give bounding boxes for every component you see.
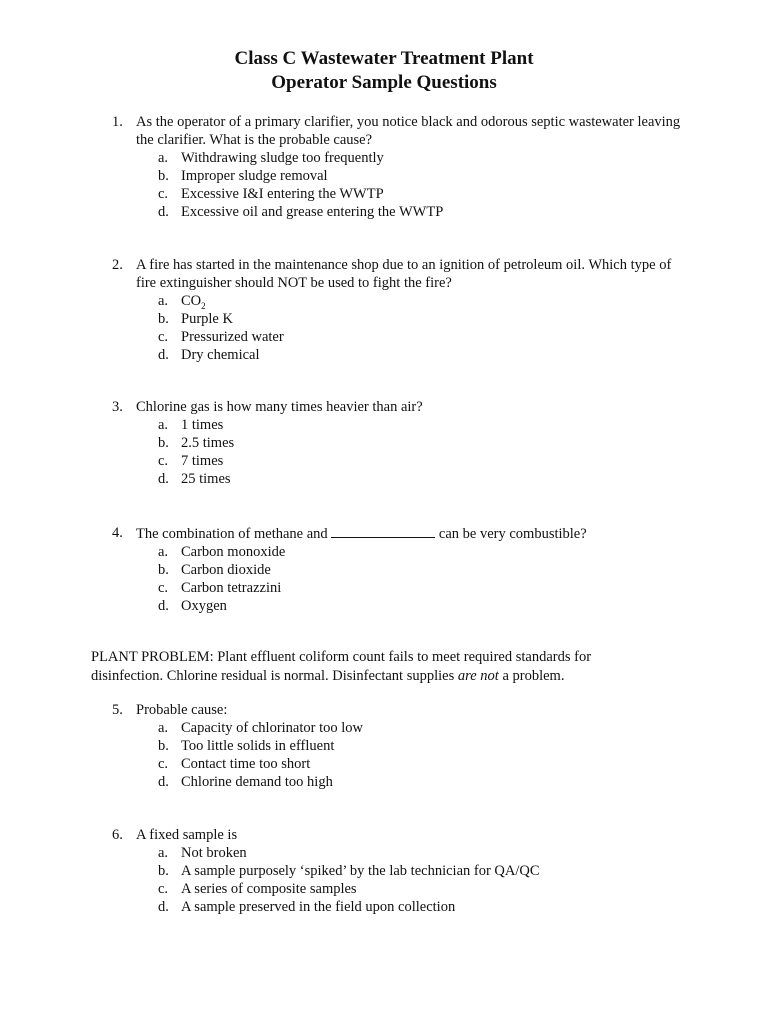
option-a <box>158 844 692 862</box>
option-text: 7 times <box>181 453 224 469</box>
answer-options <box>158 719 692 791</box>
option-text: Excessive I&I entering the WWTP <box>181 186 384 202</box>
option-b <box>158 862 692 880</box>
option-text: Pressurized water <box>181 329 284 345</box>
option-b <box>158 167 692 185</box>
option-letter: a. <box>158 150 169 166</box>
option-b <box>158 561 692 579</box>
option-a <box>158 292 692 310</box>
question-text: Probable cause: <box>136 702 228 718</box>
option-letter: d. <box>158 347 169 363</box>
option-text: Chlorine demand too high <box>181 774 333 790</box>
option-text: Contact time too short <box>181 756 311 772</box>
question-text: A fire has started in the maintenance shop due to an ignition of petroleum oil. Which type of fire extinguisher should NOT be used to fight the fire? <box>136 257 672 291</box>
option-letter: a. <box>158 720 169 736</box>
option-letter: d. <box>158 471 169 487</box>
question-text <box>136 524 692 543</box>
question-number: 3. <box>112 399 123 415</box>
question-2 <box>112 256 692 364</box>
option-letter: c. <box>158 329 169 345</box>
question-5 <box>112 701 692 791</box>
option-letter: c. <box>158 881 169 897</box>
option-text: A series of composite samples <box>181 881 357 897</box>
option-a <box>158 149 692 167</box>
plant-problem-emphasis: are not <box>457 667 499 684</box>
option-letter: b. <box>158 311 169 327</box>
option-c <box>158 328 692 346</box>
option-text: Carbon tetrazzini <box>181 580 282 596</box>
document-title-line-1: Class C Wastewater Treatment Plant <box>234 48 534 69</box>
option-text: Dry chemical <box>181 347 260 363</box>
answer-options <box>158 543 692 615</box>
option-text: 2.5 times <box>181 435 235 451</box>
question-text-before: The combination of methane and <box>136 526 328 542</box>
option-text: Carbon dioxide <box>181 562 271 578</box>
option-letter: b. <box>158 863 169 879</box>
question-number: 1. <box>112 114 123 130</box>
option-a <box>158 719 692 737</box>
question-4 <box>112 524 692 615</box>
option-letter: a. <box>158 417 169 433</box>
option-letter: d. <box>158 598 169 614</box>
question-6 <box>112 826 692 916</box>
option-text: Capacity of chlorinator too low <box>181 720 364 736</box>
option-letter: d. <box>158 204 169 220</box>
answer-options <box>158 149 692 221</box>
question-text-after: can be very combustible? <box>438 526 587 542</box>
option-c <box>158 880 692 898</box>
answer-options <box>158 416 692 488</box>
option-letter: d. <box>158 899 169 915</box>
option-letter: d. <box>158 774 169 790</box>
option-text: Purple K <box>181 311 233 327</box>
option-letter: b. <box>158 738 169 754</box>
answer-options <box>158 292 692 364</box>
option-text: 1 times <box>181 417 224 433</box>
option-c <box>158 755 692 773</box>
option-a <box>158 416 692 434</box>
document-title-line-2: Operator Sample Questions <box>271 72 497 93</box>
option-d <box>158 470 692 488</box>
option-text: 25 times <box>181 471 231 487</box>
option-text: Oxygen <box>181 598 227 614</box>
option-letter: c. <box>158 756 169 772</box>
plant-problem-tail: a problem. <box>498 667 565 684</box>
option-letter: b. <box>158 435 169 451</box>
option-text: CO <box>181 293 202 309</box>
option-d <box>158 346 692 364</box>
question-number: 5. <box>112 702 123 718</box>
option-text: A sample preserved in the field upon collection <box>181 899 456 915</box>
option-b <box>158 434 692 452</box>
question-text: Chlorine gas is how many times heavier than air? <box>136 399 423 415</box>
option-b <box>158 737 692 755</box>
option-text: Not broken <box>181 845 247 861</box>
question-text: A fixed sample is <box>136 827 238 843</box>
option-c <box>158 185 692 203</box>
fill-in-blank <box>331 524 435 538</box>
option-letter: a. <box>158 544 169 560</box>
option-letter: c. <box>158 580 169 596</box>
option-text: Improper sludge removal <box>181 168 328 184</box>
option-c <box>158 452 692 470</box>
question-1 <box>112 113 692 221</box>
option-letter: a. <box>158 845 169 861</box>
option-text: Withdrawing sludge too frequently <box>181 150 384 166</box>
option-letter: c. <box>158 186 169 202</box>
option-d <box>158 773 692 791</box>
question-number: 4. <box>112 525 123 541</box>
question-text: As the operator of a primary clarifier, you notice black and odorous septic wastewater leaving the clarifier. What is the probable cause? <box>136 114 681 148</box>
option-text: Carbon monoxide <box>181 544 286 560</box>
question-number: 2. <box>112 257 123 273</box>
answer-options <box>158 844 692 916</box>
option-letter: b. <box>158 562 169 578</box>
option-c <box>158 579 692 597</box>
option-b <box>158 310 692 328</box>
plant-problem-lead: PLANT PROBLEM: Plant effluent coliform count fails to meet required standards for disinfection. Chlorine residual is normal. Disinfectant supplies <box>91 649 592 684</box>
plant-problem-paragraph <box>91 648 651 685</box>
option-text: A sample purposely ‘spiked’ by the lab technician for QA/QC <box>181 863 540 879</box>
option-letter: a. <box>158 293 169 309</box>
question-3 <box>112 398 692 488</box>
option-letter: b. <box>158 168 169 184</box>
option-a <box>158 543 692 561</box>
option-subscript: 2 <box>201 300 206 311</box>
option-letter: c. <box>158 453 169 469</box>
question-number: 6. <box>112 827 123 843</box>
option-d <box>158 597 692 615</box>
option-d <box>158 898 692 916</box>
option-d <box>158 203 692 221</box>
option-text: Too little solids in effluent <box>181 738 335 754</box>
option-text: Excessive oil and grease entering the WWTP <box>181 204 444 220</box>
